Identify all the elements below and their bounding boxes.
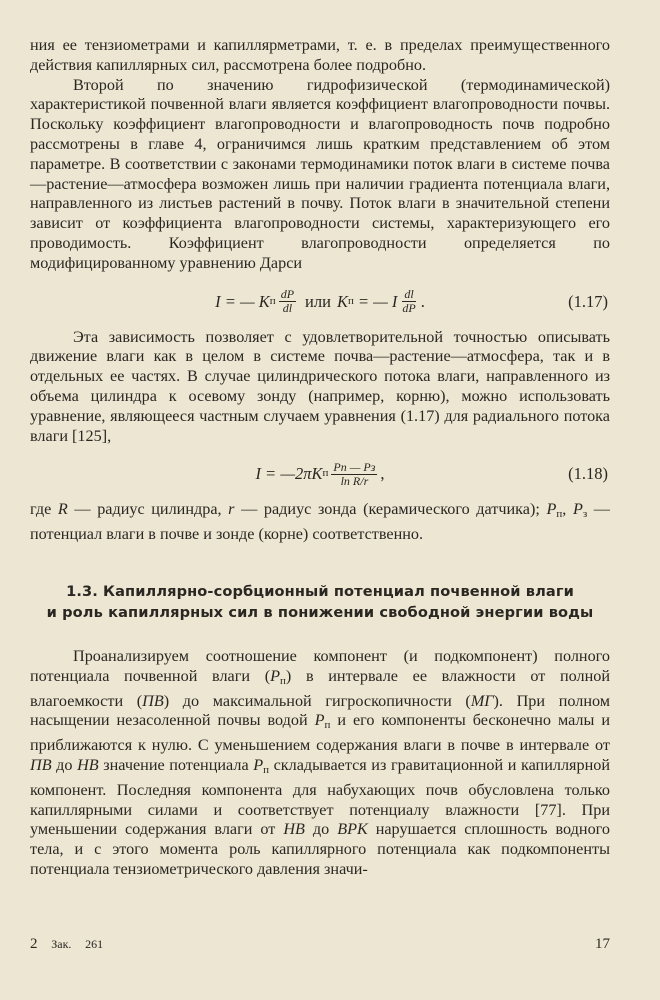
page-number: 17 — [595, 936, 610, 952]
signature-number: 2 — [30, 936, 38, 952]
p5-text-3: ) до максимальной гигроскопичности ( — [163, 691, 471, 710]
p5-text-6: до — [51, 755, 78, 774]
where-text-2: — радиус цилиндра, — [67, 500, 229, 519]
section-heading-line-1: 1.3. Капиллярно-сорбционный потенциал почвенной влаги — [66, 582, 574, 600]
p5-text-4: ). При полном насыщении незасоленной почвы водой — [30, 691, 611, 730]
order-label: Зак. — [51, 937, 72, 951]
symbol-Pp: P — [546, 500, 557, 519]
where-text-1: где — [30, 500, 58, 519]
signature-mark — [30, 936, 113, 953]
p5-abbr-NV-2: НВ — [283, 820, 305, 839]
p5-abbr-VRK: ВРК — [337, 820, 368, 839]
p5-symbol-Pp-3: P — [253, 755, 264, 774]
symbol-R: R — [57, 500, 68, 519]
p5-symbol-Pp-3-sub: п — [263, 763, 270, 776]
page-footer — [30, 936, 610, 953]
symbol-Pz-sub: з — [582, 508, 588, 521]
where-comma: , — [562, 500, 573, 519]
eq118-den: ln R/r — [340, 473, 369, 488]
eq117-den1: dl — [282, 301, 293, 316]
symbol-r: r — [228, 500, 235, 519]
eq117-k2-sub: п — [347, 294, 354, 307]
paragraph-where — [30, 500, 610, 545]
p5-abbr-PV: ПВ — [142, 691, 164, 710]
eq117-lhs: I = — K — [215, 291, 270, 311]
eq117-number: (1.17) — [568, 291, 608, 311]
paragraph-potential-analysis — [30, 647, 610, 880]
eq117-k-sub: п — [269, 294, 276, 307]
where-text-4: — потенциал влаги в почве и зонде (корне) соответственно. — [30, 500, 610, 544]
eq118-k-sub: п — [322, 467, 329, 480]
p5-text-8: складывается из гравитационной и капиллярной компонент. Последняя компонента для набухающих почв обусловлена только капиллярными силами и соответствует потенциалу влажности [77]. При уменьшении содержания влаги от — [30, 755, 610, 839]
eq117-fraction-2 — [400, 288, 417, 315]
symbol-Pz: P — [572, 500, 583, 519]
where-text-3: — радиус зонда (керамического датчика); — [234, 500, 547, 519]
eq117-num2: dl — [404, 287, 414, 302]
p5-text-1: Проанализируем соотношение компонент (и подкомпонент) полного потенциала почвенной влаги ( — [30, 646, 610, 685]
paragraph-cylindrical-flow: Эта зависимость позволяет с удовлетворительной точностью описывать движение влаги как в целом в системе почва—растение—атмосфера, так и в отдельных ее частях. В случае цилиндрического потока влаги, направленного из объема цилиндра к осевому зонду (например, корню), можно использовать уравнение, являющееся частным случаем уравнения (1.17) для радиального потока влаги [125], — [30, 327, 610, 445]
eq118-number: (1.18) — [568, 464, 608, 484]
section-heading — [30, 581, 610, 623]
eq118-tail: , — [380, 464, 385, 484]
p5-symbol-Pp-sub: п — [279, 674, 286, 687]
eq117-k2: K — [336, 291, 348, 311]
symbol-Pp-sub: п — [556, 508, 563, 521]
p5-abbr-PV-2: ПВ — [30, 755, 52, 774]
eq118-num: Pп — Pз — [333, 459, 376, 474]
eq117-mid: = — I — [357, 291, 398, 311]
order-number: 261 — [85, 937, 104, 951]
p5-text-9: до — [304, 820, 338, 839]
section-heading-line-2: и роль капиллярных сил в понижении свободной энергии воды — [46, 603, 594, 621]
text-block — [30, 36, 610, 880]
p5-text-10: нарушается сплошность водного тела, и с этого момента роль капиллярного потенциала как подкомпоненты потенциала тензиометрического давления значи- — [30, 820, 610, 878]
p5-text-2: ) в интервале ее влажности от полной влагоемкости ( — [30, 666, 610, 710]
eq117-tail: . — [420, 291, 425, 311]
eq118-fraction — [331, 461, 377, 488]
p5-abbr-NV: НВ — [77, 755, 99, 774]
eq117-den2: dP — [402, 301, 416, 316]
p5-symbol-Pp-2-sub: п — [324, 719, 331, 732]
eq117-fraction-1 — [279, 288, 296, 315]
eq117-or: или — [305, 291, 331, 311]
p5-text-5: и его компоненты бесконечно малы и приближаются к нулю. С уменьшением содержания влаги в почве в интервале от — [30, 711, 610, 755]
p5-symbol-Pp-2: P — [314, 711, 325, 730]
p5-text-7: значение потенциала — [98, 755, 254, 774]
eq118-lhs: I = —2πK — [255, 464, 323, 484]
paragraph-moisture-conductivity: Второй по значению гидрофизической (термодинамической) характеристикой почвенной влаги является коэффициент влагопроводности почвы. Поскольку коэффициент влагопроводности и влагопроводность почв подробно рассмотрены в главе 4, ограничимся лишь кратким представлением об этом параметре. В соответствии с законами термодинамики поток влаги в системе почва—растение—атмосфера возможен лишь при наличии градиента потенциала влаги, направленного из листьев растений в почву. Поток влаги в значительной степени зависит от коэффициента влагопроводности системы, характеризующего его проводимость. Коэффициент влагопроводности определяется по модифицированному уравнению Дарси — [30, 75, 610, 272]
equation-1-17 — [30, 284, 610, 320]
p5-symbol-Pp: P — [270, 666, 280, 685]
p5-abbr-MG: МГ — [470, 691, 494, 710]
paragraph-continuation: ния ее тензиометрами и капиллярметрами, т. е. в пределах преимущественного действия капиллярных сил, рассмотрена более подробно. — [30, 36, 610, 74]
equation-1-18 — [30, 456, 610, 492]
eq117-num1: dP — [280, 287, 295, 302]
